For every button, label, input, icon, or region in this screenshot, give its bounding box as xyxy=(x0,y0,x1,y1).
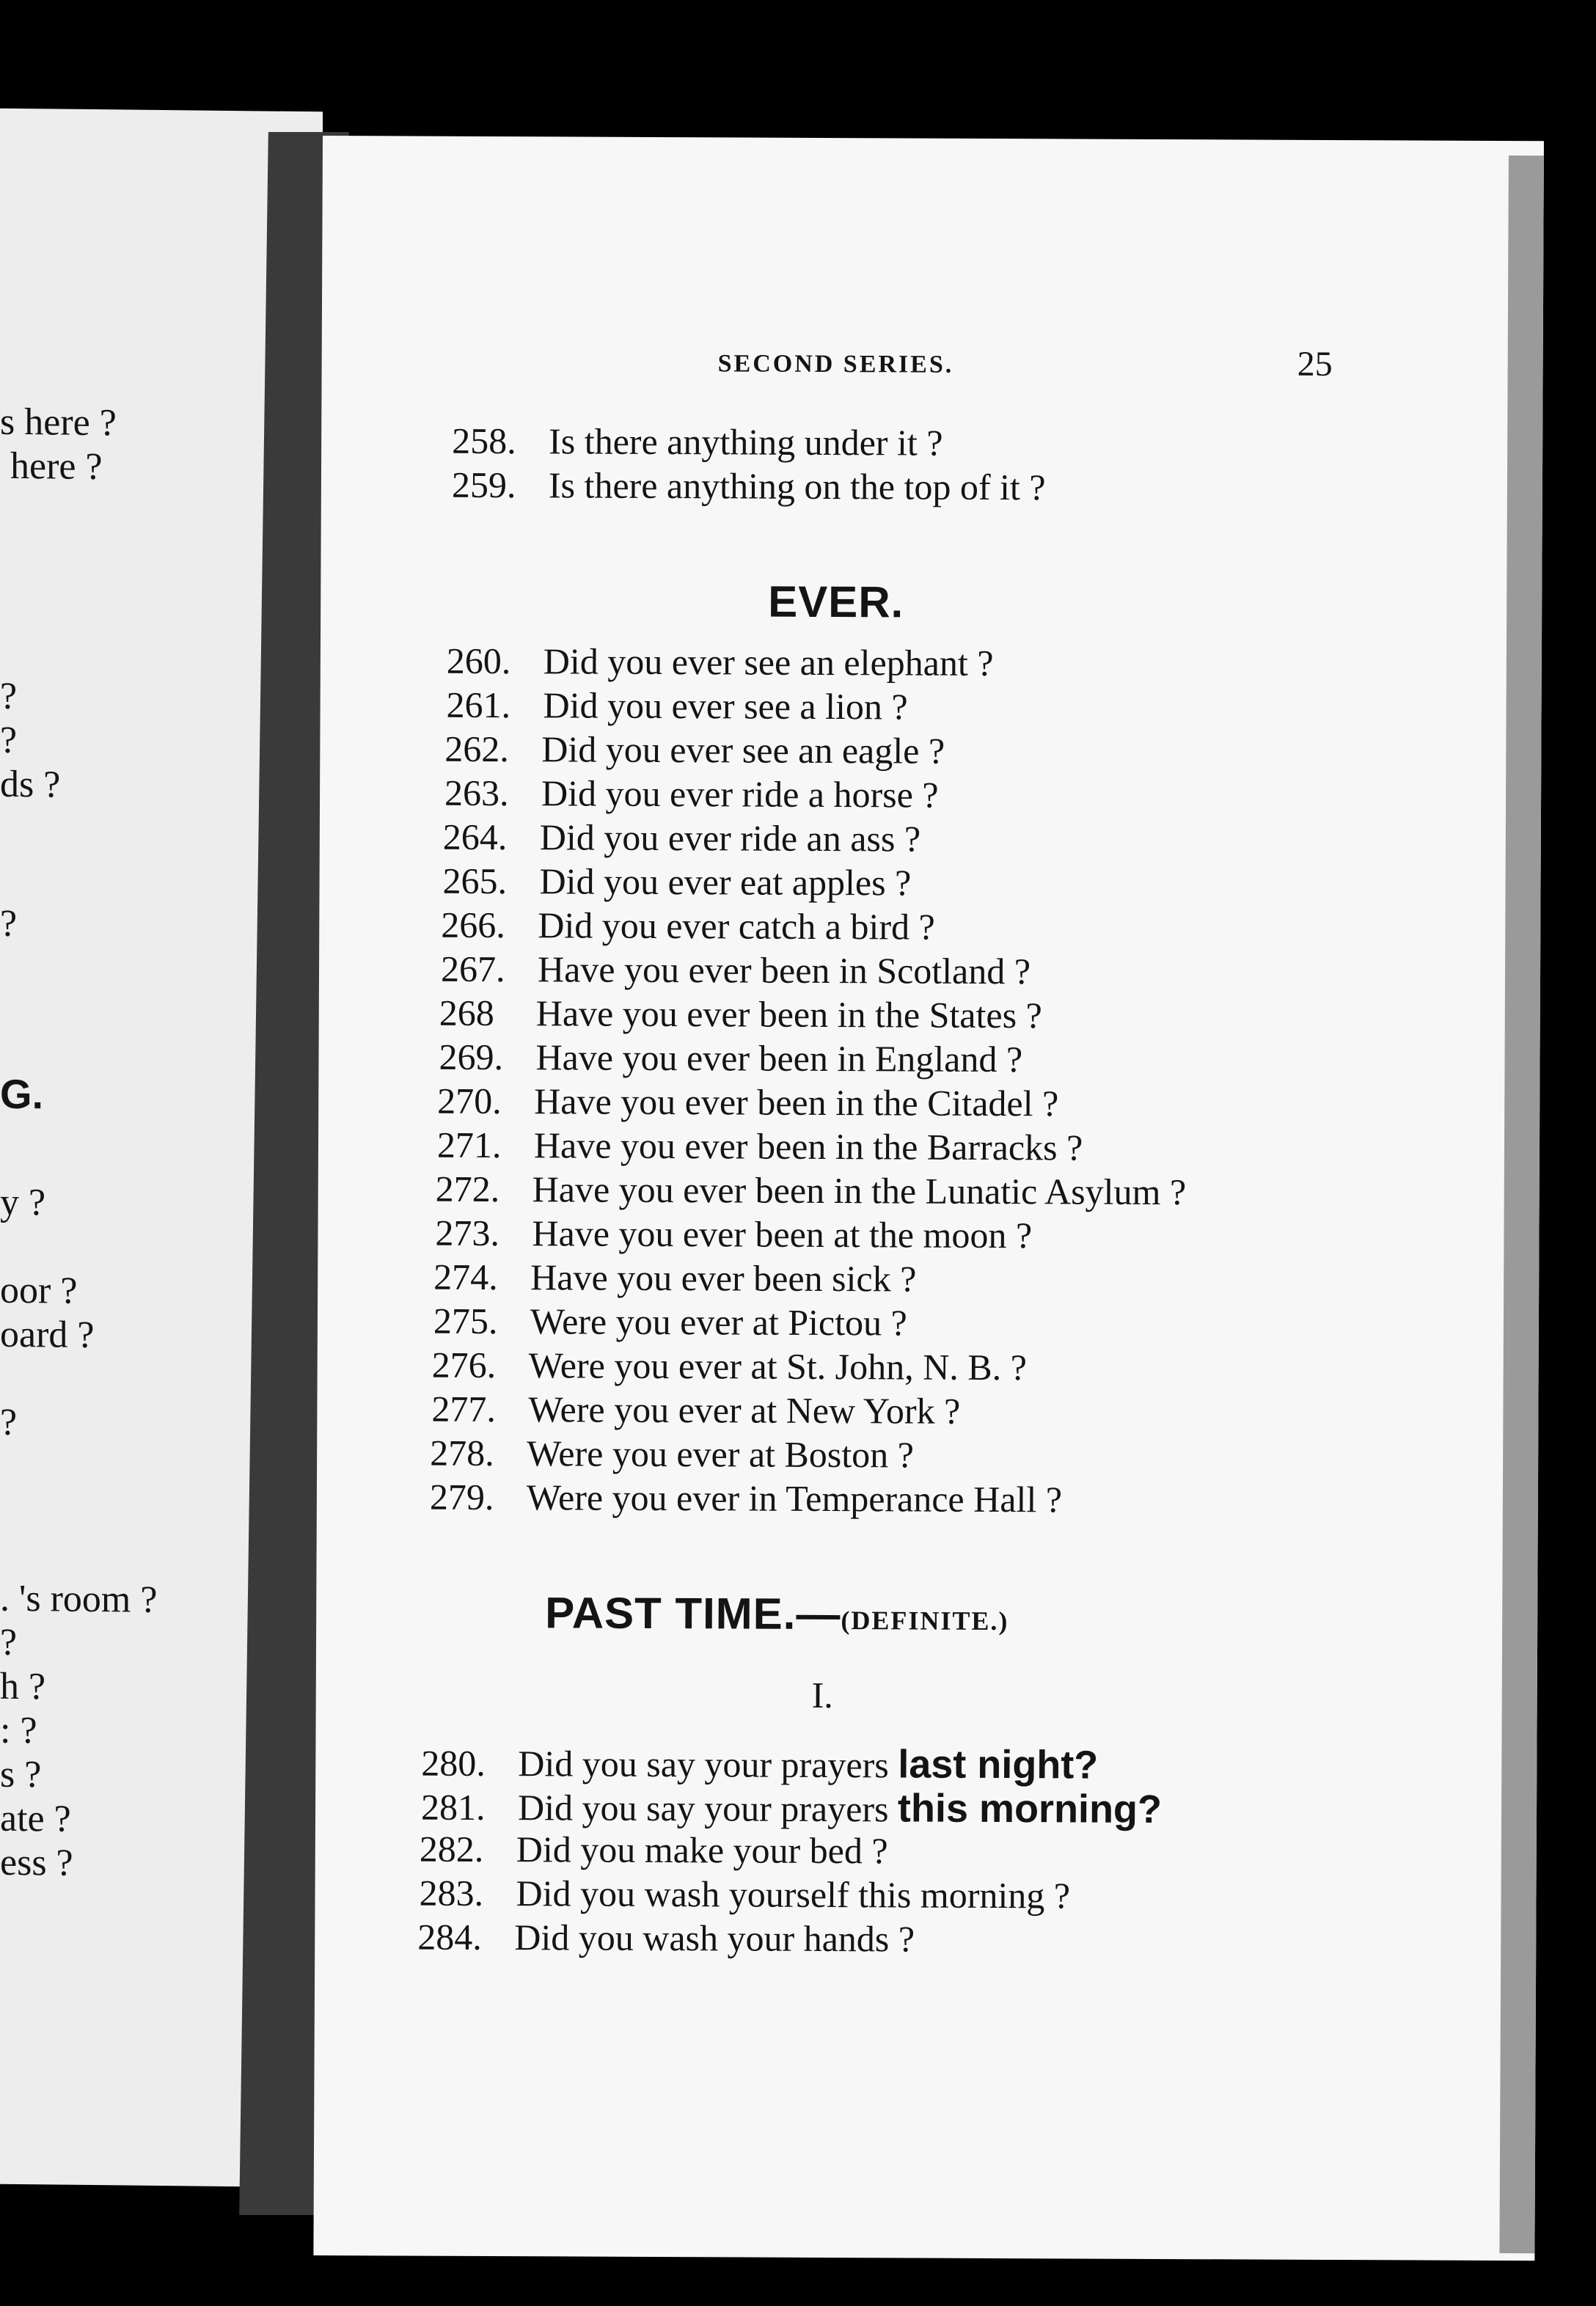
question-text: Were you ever at St. John, N. B. ? xyxy=(528,1344,1027,1388)
question-line xyxy=(421,1743,1098,1785)
question-line xyxy=(446,684,908,728)
question-line xyxy=(431,1388,961,1432)
question-number: 266. xyxy=(441,904,505,946)
question-line xyxy=(440,948,1031,992)
question-line xyxy=(419,1872,1071,1917)
question-line xyxy=(452,420,943,464)
question-text: Have you ever been in the Lunatic Asylum ? xyxy=(532,1168,1187,1213)
question-line xyxy=(429,1476,1063,1520)
question-number: 283. xyxy=(419,1872,484,1914)
question-number: 260. xyxy=(446,640,511,682)
question-line xyxy=(444,728,945,772)
question-number: 269. xyxy=(439,1036,504,1078)
question-line xyxy=(433,1300,907,1344)
question-text: Were you ever at New York ? xyxy=(528,1388,961,1432)
question-number: 284. xyxy=(417,1916,482,1958)
page-number: 25 xyxy=(1297,344,1333,384)
left-page-fragment: y ? xyxy=(0,1181,46,1224)
question-text: Did you make your bed ? xyxy=(516,1829,888,1872)
question-number: 268 xyxy=(439,992,494,1034)
question-number: 265. xyxy=(442,860,508,902)
question-text: Did you ever eat apples ? xyxy=(539,860,912,904)
question-text: Were you ever at Pictou ? xyxy=(530,1300,907,1344)
question-number: 275. xyxy=(433,1300,498,1342)
question-text: Have you ever been in the Barracks ? xyxy=(533,1124,1083,1168)
question-line xyxy=(452,466,1046,506)
question-number: 261. xyxy=(446,684,511,726)
left-page-fragment: h ? xyxy=(0,1665,46,1708)
left-page-fragment: s here ? xyxy=(0,400,117,444)
question-number: 271. xyxy=(436,1124,502,1166)
question-number: 272. xyxy=(435,1168,500,1210)
question-number: 279. xyxy=(429,1476,494,1518)
question-line xyxy=(430,1432,915,1476)
question-text: Have you ever been in the Citadel ? xyxy=(534,1080,1059,1124)
question-line xyxy=(419,1828,888,1872)
question-line xyxy=(442,860,912,904)
question-text: Did you ever see a lion ? xyxy=(543,684,908,728)
question-number: 262. xyxy=(444,728,509,770)
question-text: Did you ever see an elephant ? xyxy=(543,640,994,684)
question-number: 276. xyxy=(431,1344,497,1386)
question-line xyxy=(442,816,921,860)
question-line xyxy=(436,1124,1083,1168)
question-number: 274. xyxy=(433,1256,498,1298)
question-text: Were you ever in Temperance Hall ? xyxy=(526,1476,1063,1520)
section-title-ever: EVER. xyxy=(768,576,904,627)
question-text: Did you ever catch a bird ? xyxy=(538,904,935,948)
left-page-fragment: : ? xyxy=(0,1709,37,1752)
question-line xyxy=(439,1036,1023,1080)
question-number: 280. xyxy=(421,1742,486,1784)
question-line xyxy=(441,904,935,948)
question-text: Did you wash yourself this morning ? xyxy=(516,1873,1071,1917)
question-number: 263. xyxy=(444,772,509,814)
page xyxy=(313,136,1544,2261)
question-line xyxy=(435,1212,1033,1256)
question-text: Have you ever been at the moon ? xyxy=(532,1212,1033,1256)
question-text: Have you ever been in Scotland ? xyxy=(537,948,1031,992)
question-text: Did you ever ride a horse ? xyxy=(541,772,939,816)
question-number: 267. xyxy=(440,948,505,990)
question-number: 273. xyxy=(435,1212,500,1254)
question-number: 282. xyxy=(419,1828,484,1870)
left-page-fragment: ? xyxy=(0,1401,18,1443)
left-page-fragment: oor ? xyxy=(0,1269,78,1312)
question-number: 278. xyxy=(430,1432,494,1474)
question-number: 270. xyxy=(437,1080,502,1122)
left-page-fragment: ? xyxy=(0,902,18,945)
question-text: Were you ever at Boston ? xyxy=(527,1432,915,1476)
question-text: Have you ever been sick ? xyxy=(530,1256,917,1300)
left-page-fragment: ds ? xyxy=(0,763,61,806)
question-number: 264. xyxy=(442,816,508,858)
question-number: 258. xyxy=(452,420,516,462)
question-line xyxy=(439,992,1042,1036)
left-page-fragment: . 's room ? xyxy=(0,1577,158,1621)
left-page-fragment: ? xyxy=(0,1621,18,1663)
page-edge xyxy=(1499,155,1543,2253)
left-page-fragment: ? xyxy=(0,719,18,761)
emphasis-text: last night? xyxy=(898,1742,1099,1787)
question-number: 277. xyxy=(431,1388,497,1430)
question-text: Is there anything under it ? xyxy=(549,420,943,464)
left-page-fragment: s ? xyxy=(0,1753,42,1796)
question-line xyxy=(444,772,939,816)
question-line xyxy=(437,1080,1059,1124)
section-subtitle: (DEFINITE.) xyxy=(841,1606,1009,1636)
question-line xyxy=(420,1786,1163,1832)
question-number: 259. xyxy=(451,464,516,506)
left-page-fragment: oard ? xyxy=(0,1313,95,1357)
question-line xyxy=(431,1344,1027,1388)
question-line xyxy=(446,640,994,684)
question-line xyxy=(417,1916,915,1960)
left-page-fragment: ess ? xyxy=(0,1841,73,1884)
question-text: Did you ever ride an ass ? xyxy=(539,816,921,860)
question-number: 281. xyxy=(420,1786,486,1828)
running-head: SECOND SERIES. xyxy=(717,350,954,378)
question-text: Did you wash your hands ? xyxy=(514,1917,915,1960)
question-text: Is there anything on the top of it ? xyxy=(548,464,1046,508)
question-text: Have you ever been in the States ? xyxy=(535,992,1042,1036)
question-line xyxy=(433,1256,917,1300)
left-page-fragment: ate ? xyxy=(0,1797,71,1840)
question-text: Did you say your prayers xyxy=(518,1743,889,1786)
section-title-text: PAST TIME.— xyxy=(545,1588,841,1639)
question-text: Did you say your prayers xyxy=(517,1787,889,1830)
left-page-heading-fragment: G. xyxy=(0,1070,44,1118)
part-numeral: I. xyxy=(811,1674,834,1716)
emphasis-text: this morning? xyxy=(897,1786,1163,1832)
section-title-past-time xyxy=(545,1587,1009,1640)
question-text: Did you ever see an eagle ? xyxy=(541,728,945,772)
left-page-fragment: ? xyxy=(0,675,18,717)
question-text: Have you ever been in England ? xyxy=(535,1036,1023,1080)
question-line xyxy=(435,1168,1187,1213)
left-page-fragment: here ? xyxy=(10,444,103,488)
